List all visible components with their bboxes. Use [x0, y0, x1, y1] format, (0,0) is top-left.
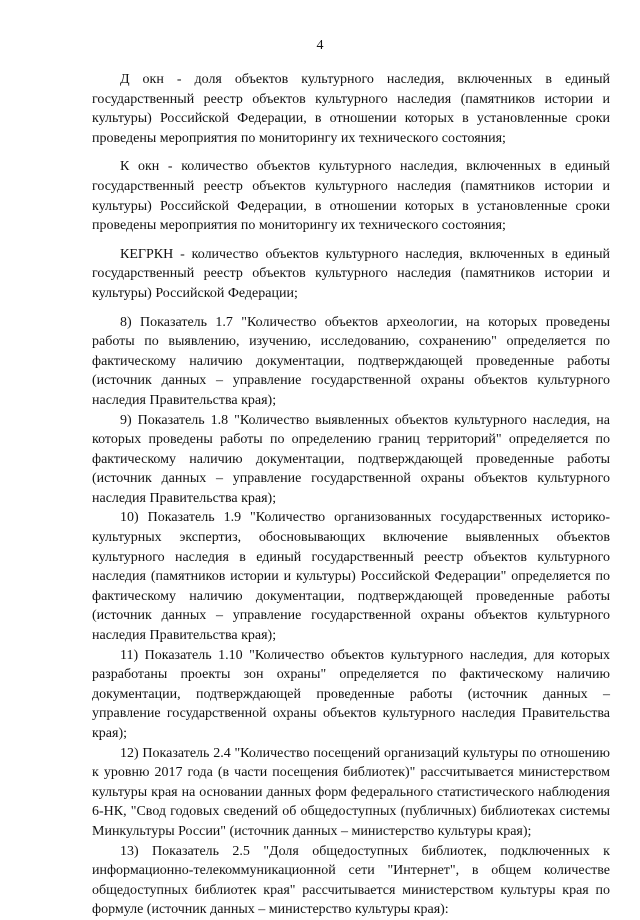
paragraph-kegrkn-definition: КЕГРКН - количество объектов культурного наследия, включенных в единый государственный реестр объектов культурного наследия (памятников истории и культуры) Российской Федерации; — [92, 246, 610, 301]
paragraph-indicator-1-8: 9) Показатель 1.8 "Количество выявленных объектов культурного наследия, на которых проведены работы по определению границ территорий" определяется по фактическому наличию документации, подтверждающей проведенные работы (источник данных – управление государственной охраны объектов культурного наследия Правительства края); — [92, 412, 610, 506]
page-number: 4 — [316, 38, 324, 53]
paragraph-indicator-1-7: 8) Показатель 1.7 "Количество объектов археологии, на которых проведены работы по выявлению, изучению, исследованию, сохранению" определяется по фактическому наличию документации, подтверждающей проведенные работы (источник данных – управление государственной охраны объектов культурного наследия Правительства края); — [92, 314, 610, 408]
paragraph-indicator-1-10: 11) Показатель 1.10 "Количество объектов культурного наследия, для которых разработаны проекты зон охраны" определяется по фактическому наличию документации, подтверждающей проведенные работы (источник данных – управление государственной охраны объектов культурного наследия Правительства края); — [92, 647, 610, 741]
paragraph-k-okn-definition: К окн - количество объектов культурного наследия, включенных в единый государственный реестр объектов культурного наследия (памятников истории и культуры) Российской Федерации, в отношении которых в установленные сроки проведены мероприятия по мониторингу их технического состояния; — [92, 159, 610, 234]
paragraph-indicator-2-4: 12) Показатель 2.4 "Количество посещений организаций культуры по отношению к уровню 2017 года (в части посещения библиотек)" рассчитывается министерством культуры края на основании данных форм федерального статистического наблюдения 6-НК, "Свод годовых сведений об общедоступных (публичных) библиотеках системы Минкультуры России" (источник данных – министерство культуры края); — [92, 745, 610, 839]
document-body — [92, 70, 610, 920]
paragraph-indicator-2-5: 13) Показатель 2.5 "Доля общедоступных библиотек, подключенных к информационно-телекоммуникационной сети "Интернет", в общем количестве общедоступных библиотек края" рассчитывается министерством культуры края по формуле (источник данных – министерство культуры края): — [92, 843, 610, 918]
paragraph-indicator-1-9: 10) Показатель 1.9 "Количество организованных государственных историко-культурных экспертиз, обосновывающих включение выявленных объектов культурного наследия в единый государственный реестр объектов культурного наследия (памятников истории и культуры) Российской Федерации" определяется по фактическому наличию документации, подтверждающей проведенные работы (источник данных – управление государственной охраны объектов культурного наследия Правительства края); — [92, 510, 610, 644]
paragraph-d-okn-definition: Д окн - доля объектов культурного наследия, включенных в единый государственный реестр объектов культурного наследия (памятников истории и культуры) Российской Федерации, в отношении которых в установленные сроки проведены мероприятия по мониторингу их технического состояния; — [92, 72, 610, 146]
